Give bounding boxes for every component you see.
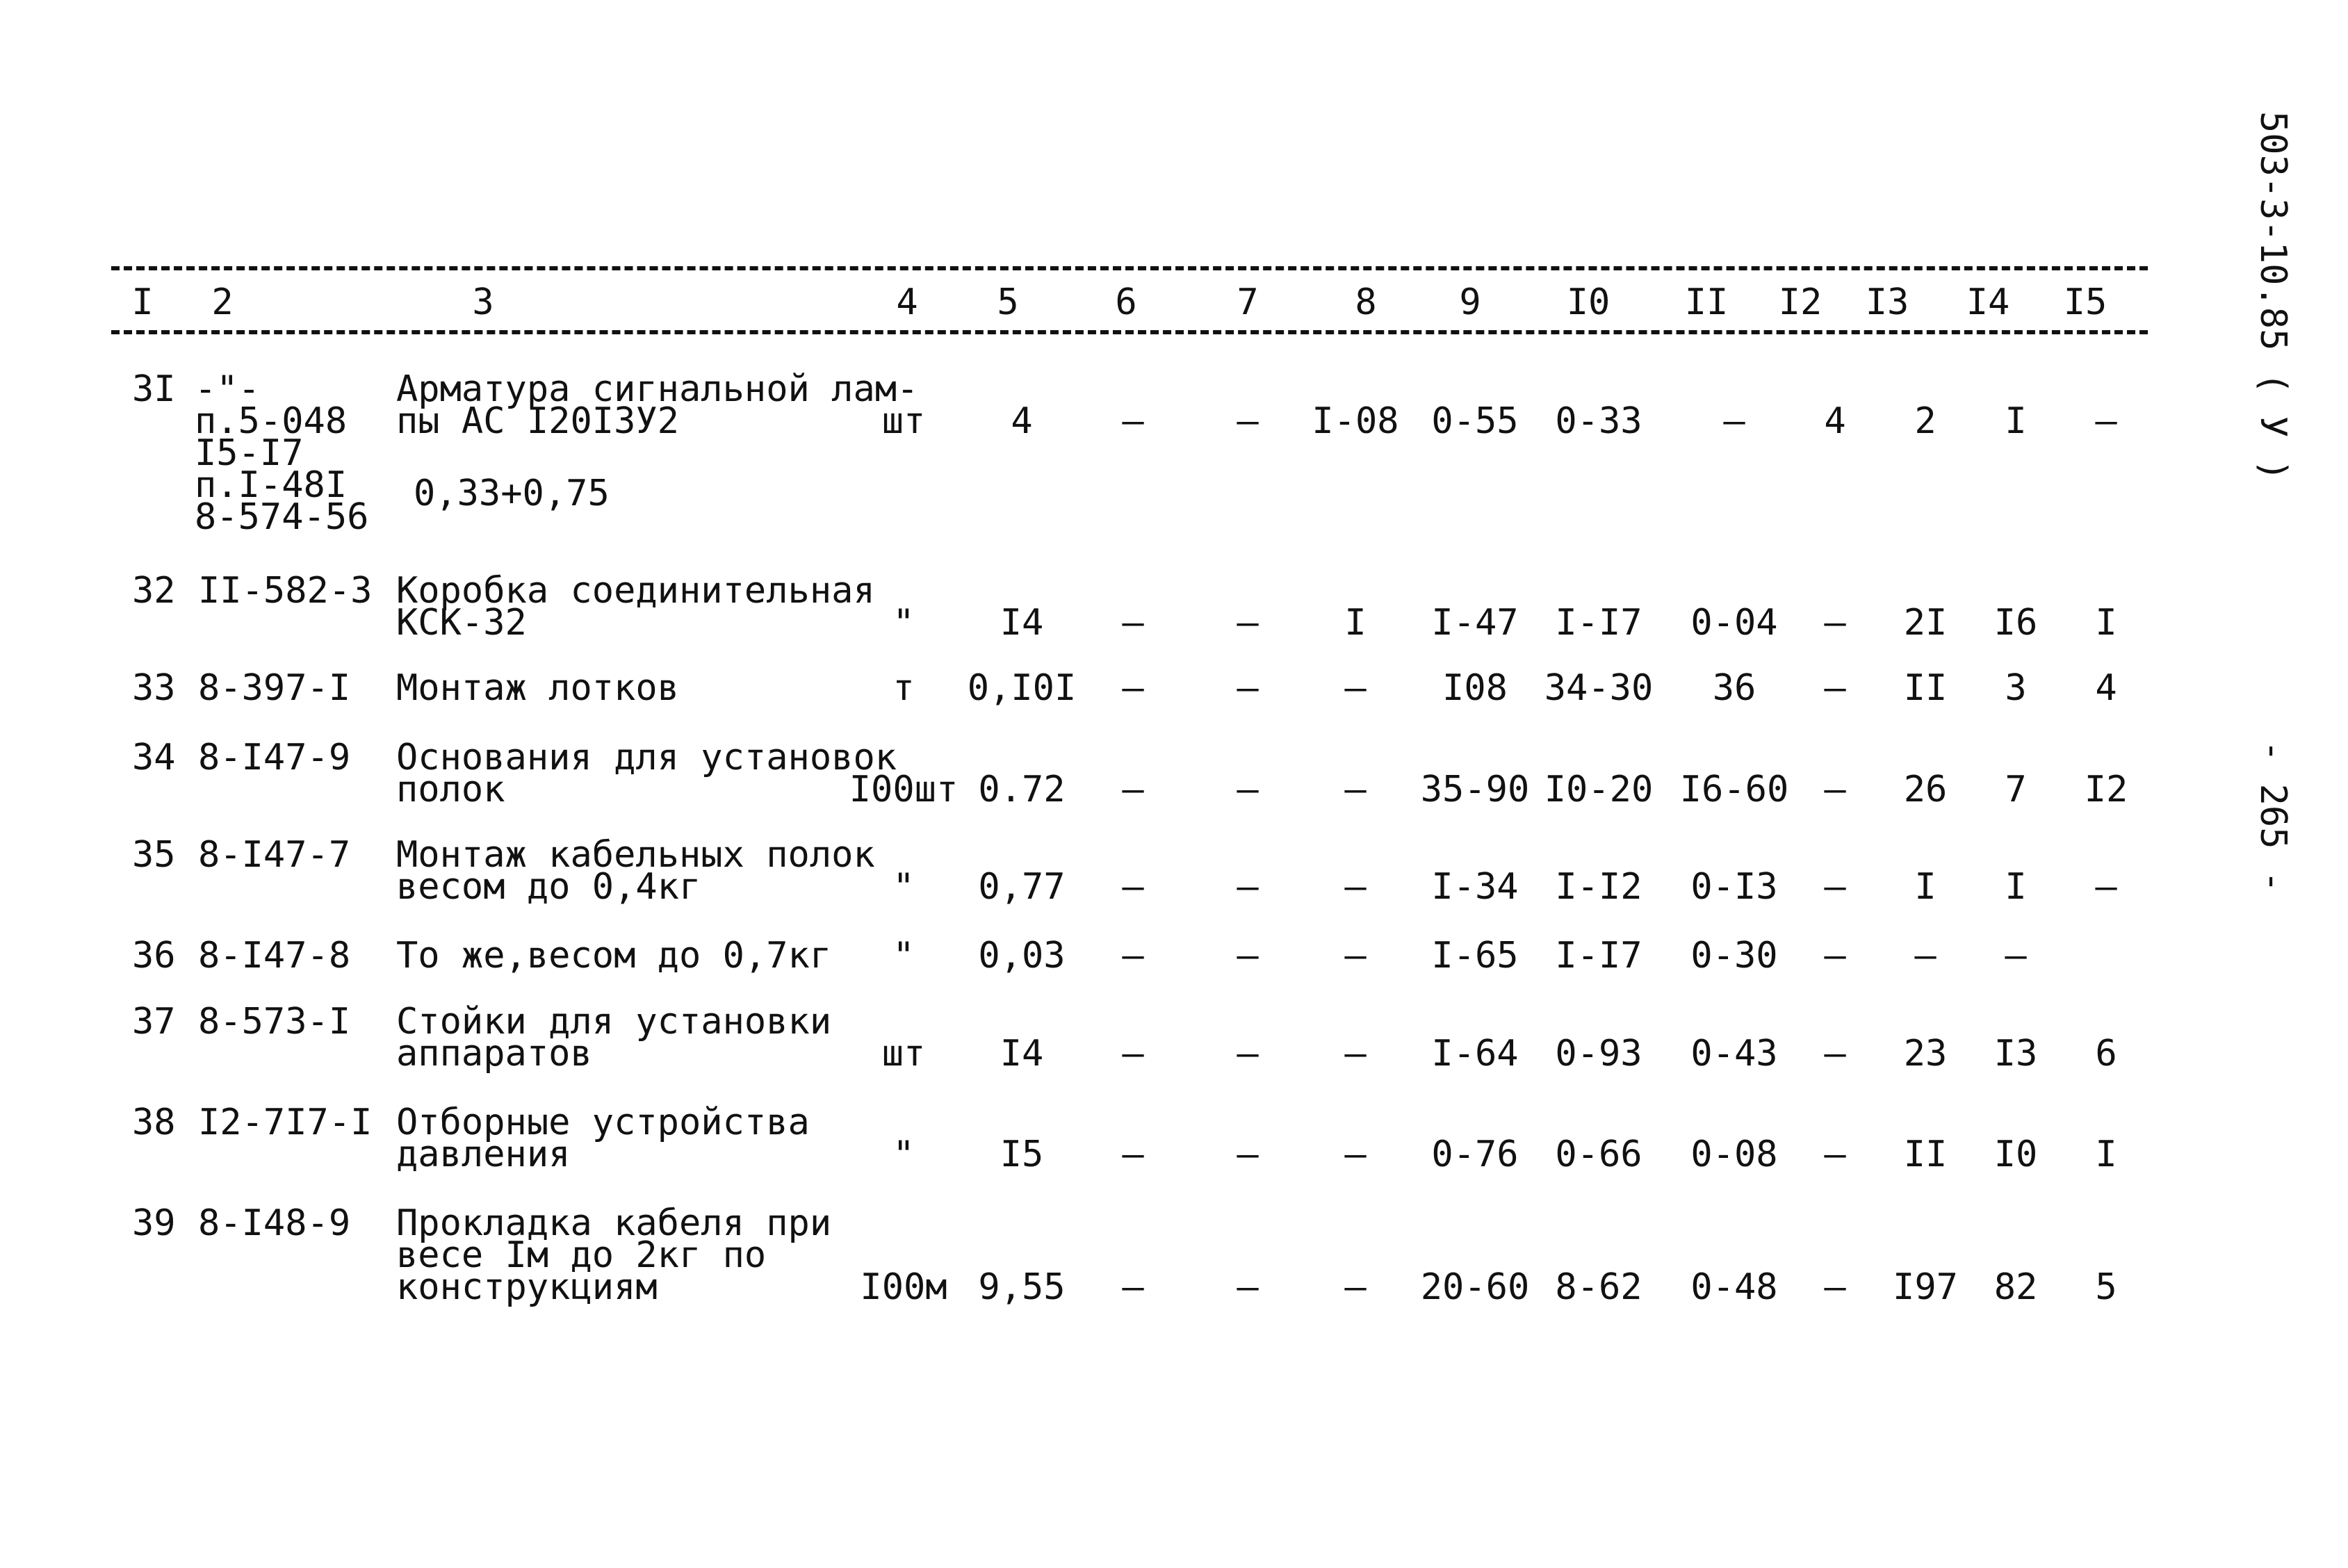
- column-header: 8: [1355, 281, 1377, 323]
- row-number: 34: [132, 737, 176, 778]
- cell-c12: –: [1824, 1134, 1846, 1175]
- item-name: То же,весом до 0,7кг: [396, 935, 832, 977]
- cell-c6: –: [1122, 1266, 1144, 1308]
- column-header: I: [131, 281, 154, 323]
- cell-c10: I-I7: [1555, 935, 1642, 977]
- cell-c13: 2I: [1903, 602, 1948, 644]
- cell-c6: –: [1122, 935, 1144, 977]
- norm-code: 8-573-I: [198, 1001, 351, 1043]
- unit: шт: [881, 1033, 926, 1075]
- cell-c13: II: [1903, 1134, 1948, 1175]
- row-number: 35: [132, 834, 176, 876]
- cell-c9: I-64: [1431, 1033, 1519, 1075]
- norm-code: 8-I47-8: [198, 935, 351, 977]
- cell-c10: 0-93: [1555, 1033, 1642, 1075]
- cell-c9: I-47: [1431, 602, 1519, 644]
- cell-c10: I0-20: [1544, 769, 1654, 810]
- column-header: 9: [1459, 281, 1481, 323]
- cell-c6: –: [1122, 667, 1144, 709]
- cell-c7: –: [1237, 1266, 1259, 1308]
- cell-c6: –: [1122, 769, 1144, 810]
- cell-c14: I: [2005, 866, 2027, 908]
- cell-c14: 3: [2005, 667, 2027, 709]
- cell-c14: –: [2005, 935, 2027, 977]
- cell-c7: –: [1237, 1033, 1259, 1075]
- row-number: 36: [132, 935, 176, 977]
- norm-code: п.I-48I: [195, 464, 348, 506]
- item-name: аппаратов: [396, 1033, 592, 1075]
- cell-c9: I-34: [1431, 866, 1519, 908]
- column-header: 2: [211, 281, 234, 323]
- cell-c12: –: [1824, 1266, 1846, 1308]
- cell-c8: –: [1344, 935, 1367, 977]
- item-name: весом до 0,4кг: [396, 866, 701, 908]
- cell-c12: –: [1824, 1033, 1846, 1075]
- item-name: Прокладка кабеля при: [396, 1202, 832, 1244]
- cell-c5: 0.72: [978, 769, 1066, 810]
- item-name: конструкциям: [396, 1266, 658, 1308]
- item-name: КСК-32: [396, 602, 527, 644]
- cell-c7: –: [1237, 602, 1259, 644]
- cell-c11: I6-60: [1679, 769, 1789, 810]
- cell-c10: 8-62: [1555, 1266, 1642, 1308]
- column-header: I5: [2063, 281, 2108, 323]
- header-rule-bottom: [111, 330, 2148, 334]
- cell-c8: –: [1344, 667, 1367, 709]
- cell-c7: –: [1237, 935, 1259, 977]
- cell-c5: I4: [1000, 602, 1044, 644]
- cell-c5: 9,55: [978, 1266, 1066, 1308]
- norm-code: 8-I47-9: [198, 737, 351, 778]
- item-note: 0,33+0,75: [414, 473, 610, 514]
- cell-c10: 0-33: [1555, 400, 1642, 442]
- cell-c8: –: [1344, 769, 1367, 810]
- item-name: полок: [396, 769, 505, 810]
- column-header: I4: [1966, 281, 2010, 323]
- column-header: 7: [1237, 281, 1259, 323]
- cell-c13: II: [1903, 667, 1948, 709]
- column-header: I2: [1778, 281, 1823, 323]
- norm-code: 8-I47-7: [198, 834, 351, 876]
- cell-c8: –: [1344, 1266, 1367, 1308]
- column-header: 6: [1115, 281, 1137, 323]
- column-header: I0: [1566, 281, 1611, 323]
- unit: шт: [881, 400, 926, 442]
- cell-c7: –: [1237, 667, 1259, 709]
- cell-c8: I: [1344, 602, 1367, 644]
- cell-c5: 0,I0I: [967, 667, 1077, 709]
- page-number: - 265 -: [2252, 740, 2294, 893]
- row-number: 32: [132, 570, 176, 612]
- column-header: 3: [472, 281, 494, 323]
- cell-c13: I: [1914, 866, 1937, 908]
- unit: I00шт: [849, 769, 959, 810]
- cell-c13: 23: [1903, 1033, 1948, 1075]
- cell-c10: I-I2: [1555, 866, 1642, 908]
- cell-c15: 4: [2095, 667, 2117, 709]
- cell-c10: 34-30: [1544, 667, 1654, 709]
- unit: ": [892, 602, 915, 644]
- cell-c14: I: [2005, 400, 2027, 442]
- cell-c11: –: [1723, 400, 1745, 442]
- item-name: Монтаж лотков: [396, 667, 679, 709]
- norm-code: I5-I7: [195, 432, 304, 474]
- item-name: Коробка соединительная: [396, 570, 875, 612]
- cell-c7: –: [1237, 400, 1259, 442]
- cell-c7: –: [1237, 866, 1259, 908]
- cell-c12: 4: [1824, 400, 1846, 442]
- norm-code: 8-574-56: [195, 496, 369, 538]
- cell-c13: 2: [1914, 400, 1937, 442]
- item-name: Арматура сигнальной лам-: [396, 368, 919, 410]
- unit: т: [892, 667, 915, 709]
- cell-c12: –: [1824, 866, 1846, 908]
- cell-c5: I5: [1000, 1134, 1044, 1175]
- norm-code: 8-I48-9: [198, 1202, 351, 1244]
- cell-c15: –: [2095, 400, 2117, 442]
- cell-c5: 0,77: [978, 866, 1066, 908]
- cell-c6: –: [1122, 400, 1144, 442]
- item-name: Стойки для установки: [396, 1001, 832, 1043]
- cell-c7: –: [1237, 769, 1259, 810]
- cell-c9: I-65: [1431, 935, 1519, 977]
- cell-c11: 0-43: [1690, 1033, 1778, 1075]
- cell-c9: 0-76: [1431, 1134, 1519, 1175]
- item-name: весе Iм до 2кг по: [396, 1234, 767, 1276]
- cell-c8: –: [1344, 1134, 1367, 1175]
- unit: ": [892, 866, 915, 908]
- item-name: Монтаж кабельных полок: [396, 834, 875, 876]
- row-number: 3I: [132, 368, 176, 410]
- cell-c14: I0: [1994, 1134, 2038, 1175]
- cell-c15: I: [2095, 602, 2117, 644]
- column-header: I3: [1865, 281, 1909, 323]
- cell-c9: 0-55: [1431, 400, 1519, 442]
- cell-c9: 35-90: [1420, 769, 1530, 810]
- cell-c15: –: [2095, 866, 2117, 908]
- cell-c14: 7: [2005, 769, 2027, 810]
- cell-c11: 36: [1712, 667, 1756, 709]
- column-header: II: [1684, 281, 1729, 323]
- cell-c6: –: [1122, 1033, 1144, 1075]
- cell-c13: –: [1914, 935, 1937, 977]
- cell-c12: –: [1824, 769, 1846, 810]
- document-code: 503-3-10.85 ( У ): [2252, 111, 2294, 482]
- cell-c14: I6: [1994, 602, 2038, 644]
- cell-c8: I-08: [1312, 400, 1399, 442]
- row-number: 38: [132, 1102, 176, 1143]
- unit: ": [892, 1134, 915, 1175]
- cell-c14: I3: [1994, 1033, 2038, 1075]
- item-name: давления: [396, 1134, 571, 1175]
- cell-c13: I97: [1893, 1266, 1958, 1308]
- item-name: Основания для установок: [396, 737, 897, 778]
- cell-c15: 6: [2095, 1033, 2117, 1075]
- cell-c8: –: [1344, 1033, 1367, 1075]
- cell-c10: 0-66: [1555, 1134, 1642, 1175]
- header-rule-top: [111, 266, 2148, 270]
- norm-code: I2-7I7-I: [198, 1102, 373, 1143]
- cell-c5: 0,03: [978, 935, 1066, 977]
- cell-c15: 5: [2095, 1266, 2117, 1308]
- cell-c11: 0-04: [1690, 602, 1778, 644]
- row-number: 39: [132, 1202, 176, 1244]
- cell-c13: 26: [1903, 769, 1948, 810]
- norm-code: п.5-048: [195, 400, 348, 442]
- cell-c8: –: [1344, 866, 1367, 908]
- cell-c12: –: [1824, 667, 1846, 709]
- item-name: пы АС I20I3У2: [396, 400, 679, 442]
- norm-code: 8-397-I: [198, 667, 351, 709]
- cell-c14: 82: [1994, 1266, 2038, 1308]
- unit: I00м: [860, 1266, 947, 1308]
- column-header: 5: [997, 281, 1019, 323]
- cell-c9: I08: [1442, 667, 1508, 709]
- cell-c12: –: [1824, 602, 1846, 644]
- cell-c7: –: [1237, 1134, 1259, 1175]
- cell-c11: 0-08: [1690, 1134, 1778, 1175]
- cell-c6: –: [1122, 866, 1144, 908]
- item-name: Отборные устройства: [396, 1102, 810, 1143]
- cell-c6: –: [1122, 1134, 1144, 1175]
- cell-c15: I2: [2084, 769, 2128, 810]
- cell-c12: –: [1824, 935, 1846, 977]
- row-number: 37: [132, 1001, 176, 1043]
- norm-code: II-582-3: [198, 570, 373, 612]
- row-number: 33: [132, 667, 176, 709]
- cell-c11: 0-I3: [1690, 866, 1778, 908]
- cell-c6: –: [1122, 602, 1144, 644]
- cell-c10: I-I7: [1555, 602, 1642, 644]
- norm-code: -"-: [195, 368, 260, 410]
- cell-c9: 20-60: [1420, 1266, 1530, 1308]
- cell-c5: I4: [1000, 1033, 1044, 1075]
- column-header: 4: [896, 281, 918, 323]
- cell-c15: I: [2095, 1134, 2117, 1175]
- cell-c11: 0-48: [1690, 1266, 1778, 1308]
- unit: ": [892, 935, 915, 977]
- cell-c5: 4: [1011, 400, 1033, 442]
- cell-c11: 0-30: [1690, 935, 1778, 977]
